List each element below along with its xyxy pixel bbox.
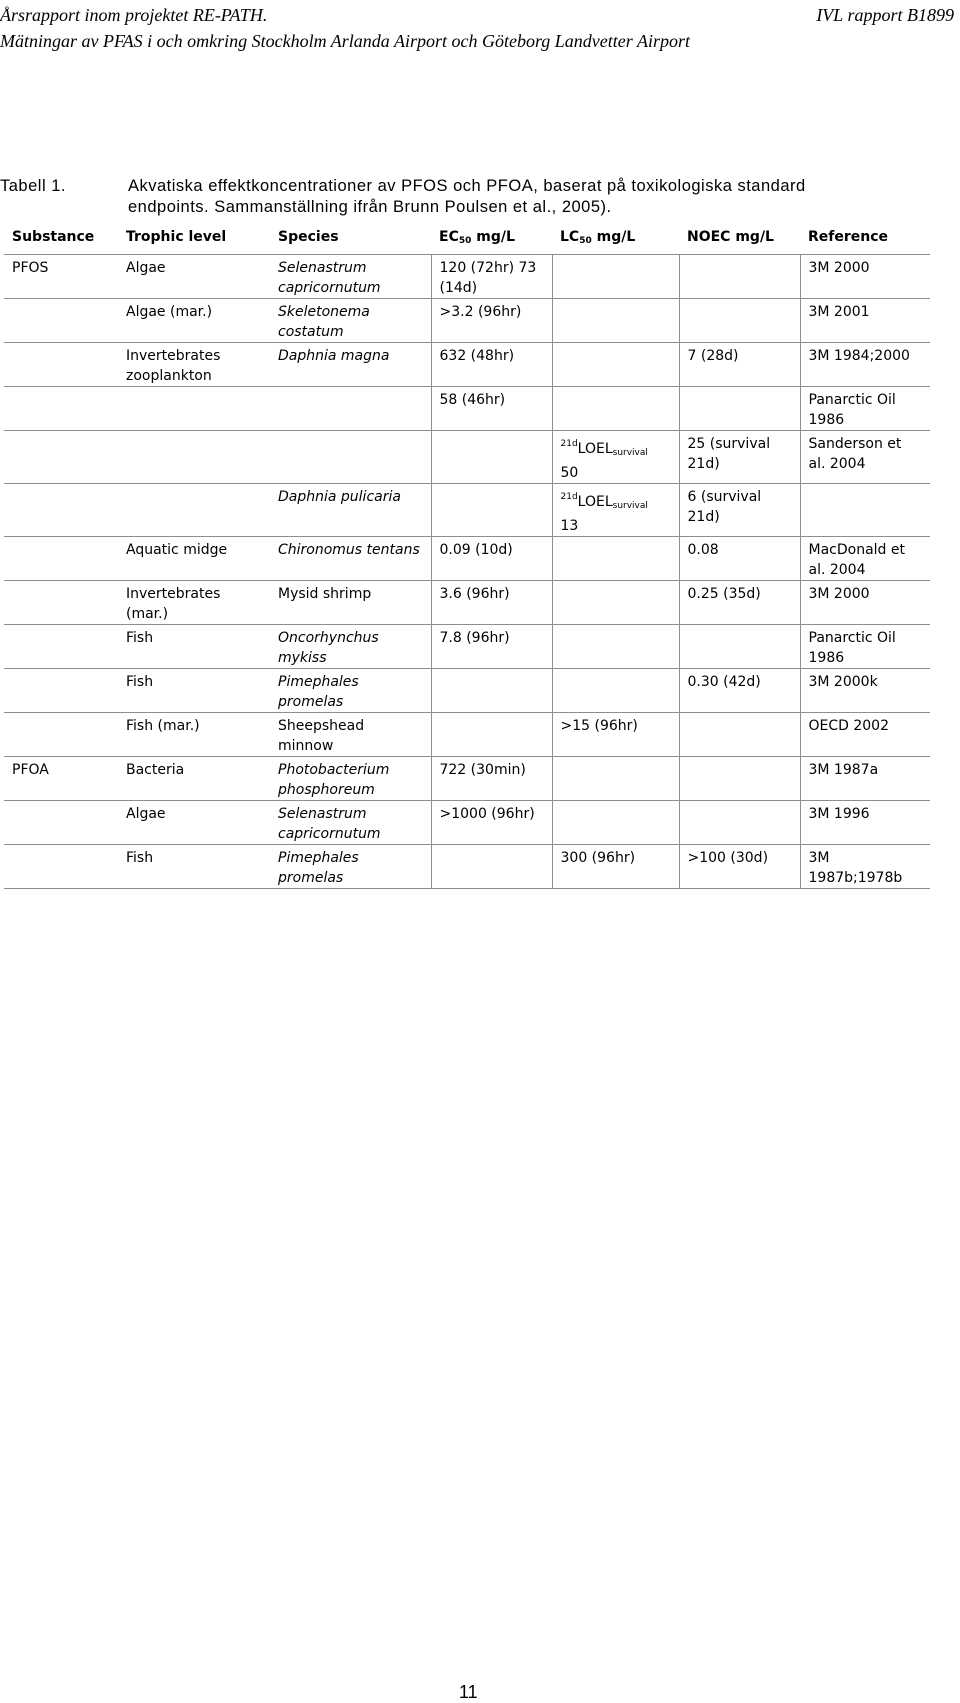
cell-ec50	[431, 431, 552, 484]
table-row	[4, 713, 930, 757]
cell-noec: 0.08	[679, 537, 800, 581]
cell-species: Selenastrum capricornutum	[278, 260, 381, 296]
toxicity-table	[4, 223, 930, 889]
cell-species: Photobacterium phosphoreum	[278, 762, 390, 798]
cell-reference	[800, 484, 930, 537]
cell-ec50: 722 (30min)	[431, 757, 552, 801]
cell-noec	[679, 299, 800, 343]
cell-substance: PFOS	[12, 260, 49, 276]
cell-ec50: >1000 (96hr)	[431, 801, 552, 845]
cell-ec50	[431, 669, 552, 713]
cell-lc50	[552, 581, 679, 625]
table-row	[4, 625, 930, 669]
cell-trophic: Invertebrates zooplankton	[126, 348, 221, 384]
loel-subscript: survival	[612, 501, 648, 511]
cell-lc50	[552, 537, 679, 581]
cell-trophic: Bacteria	[126, 762, 185, 778]
header-lc50-sub: 50	[579, 236, 592, 246]
cell-substance	[4, 845, 118, 889]
table-row	[4, 484, 930, 537]
cell-species: Oncorhynchus mykiss	[278, 630, 379, 666]
cell-species	[270, 431, 431, 484]
table-caption-label: Tabell 1.	[0, 177, 66, 195]
cell-ec50: 632 (48hr)	[431, 343, 552, 387]
header-ec50-main: EC	[439, 229, 459, 245]
cell-species: Sheepshead minnow	[278, 718, 365, 754]
table-row	[4, 255, 930, 299]
cell-noec	[679, 713, 800, 757]
table-caption-line-1: Akvatiska effektkoncentrationer av PFOS och PFOA, baserat på toxikologiska standard	[128, 177, 806, 195]
cell-trophic: Algae (mar.)	[126, 304, 213, 320]
cell-reference: MacDonald et al. 2004	[800, 537, 930, 581]
table-row	[4, 387, 930, 431]
cell-ec50	[431, 484, 552, 537]
cell-substance: PFOA	[12, 762, 49, 778]
cell-reference: OECD 2002	[800, 713, 930, 757]
report-id: IVL rapport B1899	[816, 5, 954, 25]
cell-reference: 3M 1996	[800, 801, 930, 845]
cell-noec	[679, 255, 800, 299]
cell-species: Daphnia magna	[278, 348, 390, 364]
cell-ec50: 7.8 (96hr)	[431, 625, 552, 669]
cell-substance	[4, 801, 118, 845]
cell-noec	[679, 757, 800, 801]
cell-species: Daphnia pulicaria	[278, 489, 401, 505]
cell-trophic	[118, 484, 270, 537]
loel-label: LOEL	[577, 441, 613, 457]
cell-species: Skeletonema costatum	[278, 304, 370, 340]
cell-substance	[4, 387, 118, 431]
header-ec50-unit: mg/L	[471, 229, 515, 245]
cell-lc50	[552, 757, 679, 801]
header-ec50	[431, 223, 552, 255]
cell-trophic: Fish (mar.)	[126, 718, 200, 734]
cell-ec50	[431, 845, 552, 889]
cell-substance	[4, 537, 118, 581]
cell-trophic: Invertebrates (mar.)	[126, 586, 221, 622]
cell-lc50	[552, 387, 679, 431]
cell-reference: Sanderson et al. 2004	[800, 431, 930, 484]
header-trophic-level: Trophic level	[118, 223, 270, 255]
cell-species	[270, 387, 431, 431]
cell-noec	[679, 801, 800, 845]
header-lc50-unit: mg/L	[591, 229, 636, 245]
loel-value: 13	[560, 518, 579, 534]
cell-noec: 0.30 (42d)	[679, 669, 800, 713]
cell-ec50: 3.6 (96hr)	[431, 581, 552, 625]
cell-reference: Panarctic Oil 1986	[800, 387, 930, 431]
cell-trophic: Aquatic midge	[126, 542, 228, 558]
cell-reference: 3M 2000k	[800, 669, 930, 713]
table-header-row	[4, 223, 930, 255]
cell-lc50: >15 (96hr)	[552, 713, 679, 757]
cell-reference: 3M 2000	[800, 581, 930, 625]
cell-reference: 3M 2000	[800, 255, 930, 299]
loel-label: LOEL	[577, 494, 613, 510]
report-header-title: Årsrapport inom projektet RE-PATH.	[0, 5, 268, 25]
cell-species: Pimephales promelas	[278, 674, 359, 710]
cell-lc50	[552, 669, 679, 713]
cell-noec	[679, 387, 800, 431]
cell-species: Chironomus tentans	[278, 542, 420, 558]
cell-reference: 3M 1984;2000	[800, 343, 930, 387]
cell-noec: 0.25 (35d)	[679, 581, 800, 625]
table-row	[4, 757, 930, 801]
table-row	[4, 801, 930, 845]
cell-substance	[4, 581, 118, 625]
cell-reference: 3M 1987a	[800, 757, 930, 801]
cell-lc50	[552, 484, 679, 537]
loel-superscript: 21d	[560, 492, 578, 502]
cell-lc50: 300 (96hr)	[552, 845, 679, 889]
loel-subscript: survival	[612, 448, 648, 458]
cell-species: Pimephales promelas	[278, 850, 359, 886]
cell-reference: Panarctic Oil 1986	[800, 625, 930, 669]
cell-substance	[4, 431, 118, 484]
table-body	[4, 255, 930, 889]
header-lc50	[552, 223, 679, 255]
cell-substance	[4, 343, 118, 387]
cell-lc50	[552, 343, 679, 387]
cell-substance	[4, 669, 118, 713]
header-lc50-main: LC	[560, 229, 580, 245]
cell-lc50	[552, 299, 679, 343]
header-reference: Reference	[800, 223, 930, 255]
cell-ec50: 0.09 (10d)	[431, 537, 552, 581]
cell-lc50	[552, 431, 679, 484]
cell-trophic: Algae	[126, 260, 166, 276]
cell-noec: >100 (30d)	[679, 845, 800, 889]
loel-value: 50	[560, 465, 579, 481]
table-row	[4, 343, 930, 387]
report-header-subtitle: Mätningar av PFAS i och omkring Stockholm Arlanda Airport och Göteborg Landvetter Airport	[0, 31, 690, 51]
header-substance: Substance	[4, 223, 118, 255]
cell-ec50: 120 (72hr) 73 (14d)	[431, 255, 552, 299]
cell-species: Mysid shrimp	[278, 586, 372, 602]
cell-trophic	[118, 387, 270, 431]
loel-superscript: 21d	[560, 439, 578, 449]
cell-reference: 3M 1987b;1978b	[800, 845, 930, 889]
header-noec: NOEC mg/L	[679, 223, 800, 255]
cell-species: Selenastrum capricornutum	[278, 806, 381, 842]
cell-trophic: Fish	[126, 674, 154, 690]
page-number: 11	[459, 1682, 478, 1702]
cell-noec	[679, 625, 800, 669]
cell-noec: 6 (survival 21d)	[679, 484, 800, 537]
cell-lc50	[552, 801, 679, 845]
cell-substance	[4, 625, 118, 669]
table-row	[4, 299, 930, 343]
table-caption-line-2: endpoints. Sammanställning ifrån Brunn Poulsen et al., 2005).	[128, 198, 612, 216]
table-row	[4, 581, 930, 625]
cell-substance	[4, 713, 118, 757]
cell-noec: 25 (survival 21d)	[679, 431, 800, 484]
cell-ec50: >3.2 (96hr)	[431, 299, 552, 343]
cell-trophic: Fish	[126, 850, 154, 866]
table-row	[4, 537, 930, 581]
table-row	[4, 669, 930, 713]
cell-trophic: Fish	[126, 630, 154, 646]
cell-substance	[4, 484, 118, 537]
header-species: Species	[270, 223, 431, 255]
table-row	[4, 431, 930, 484]
cell-trophic: Algae	[126, 806, 166, 822]
table-row	[4, 845, 930, 889]
cell-ec50: 58 (46hr)	[431, 387, 552, 431]
cell-noec: 7 (28d)	[679, 343, 800, 387]
cell-reference: 3M 2001	[800, 299, 930, 343]
header-ec50-sub: 50	[458, 236, 472, 246]
cell-trophic	[118, 431, 270, 484]
cell-ec50	[431, 713, 552, 757]
cell-lc50	[552, 625, 679, 669]
cell-lc50	[552, 255, 679, 299]
cell-substance	[4, 299, 118, 343]
